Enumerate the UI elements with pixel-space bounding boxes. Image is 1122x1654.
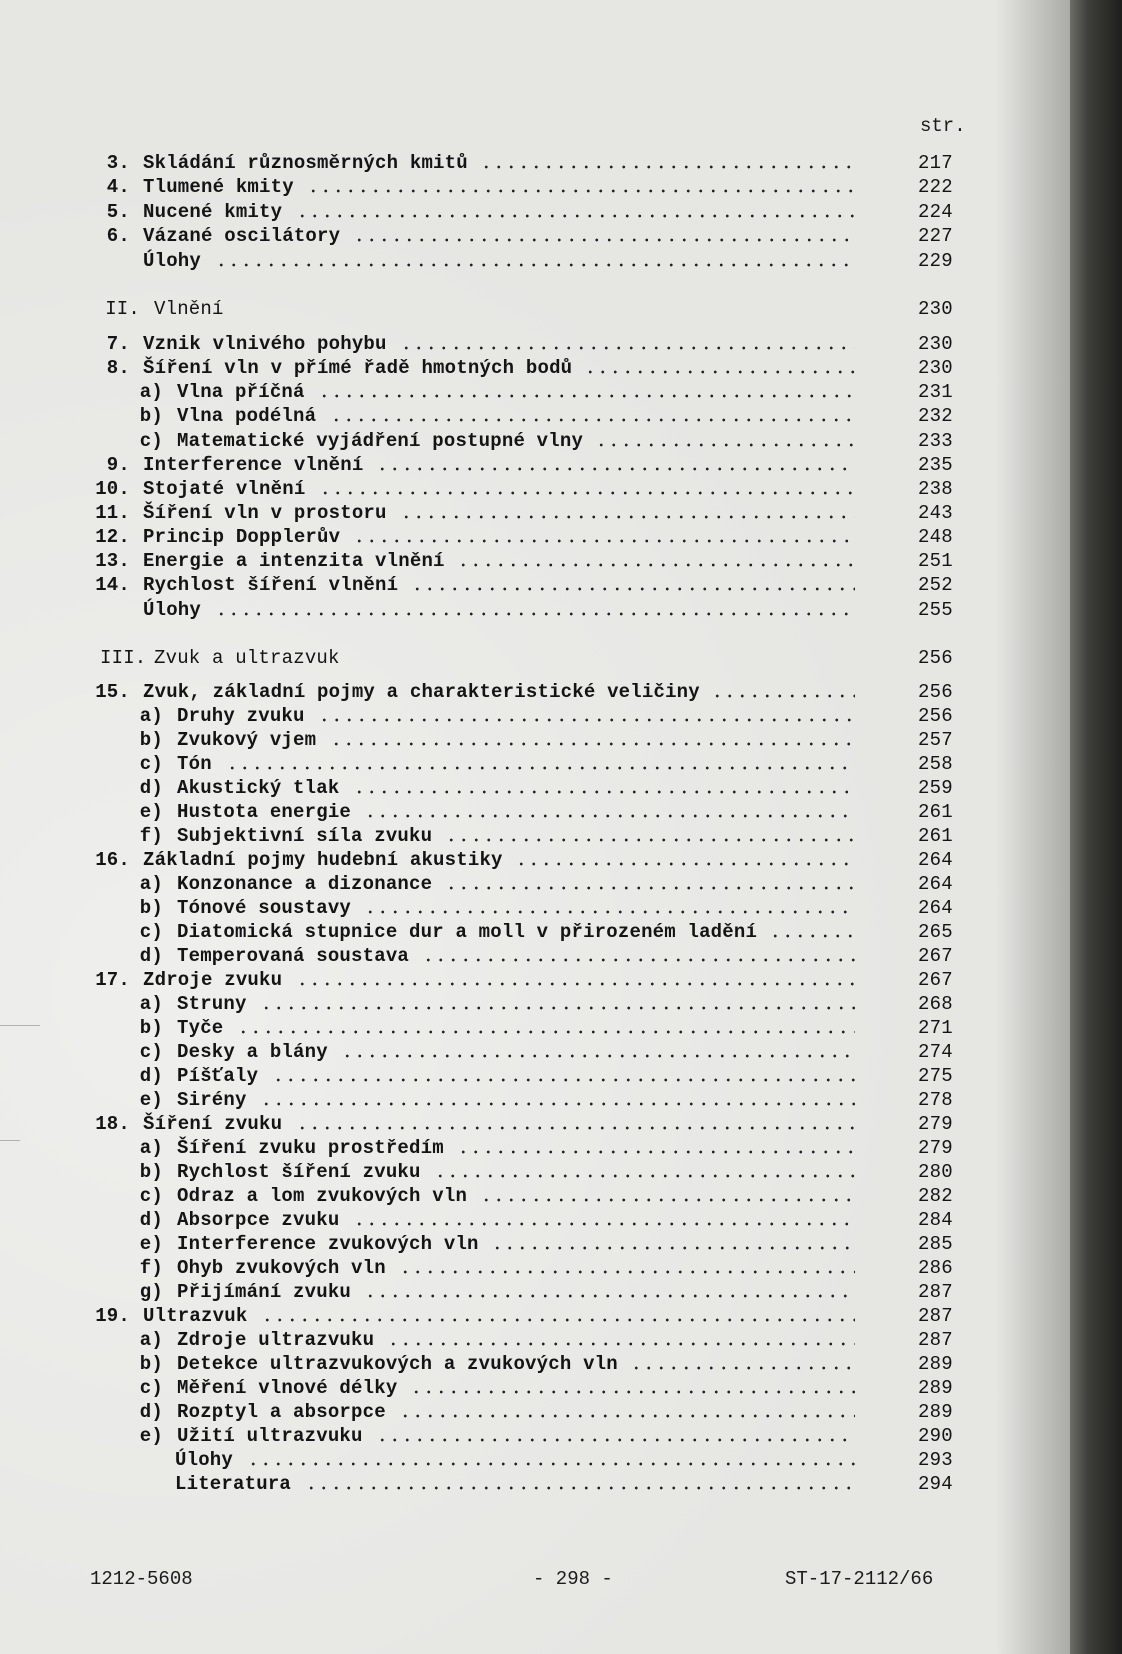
toc-entry-number: 15. [95,681,130,703]
toc-entry-title: Stojaté vlnění [143,478,306,500]
toc-entry [0,1041,1000,1066]
toc-leader-dots [399,1270,855,1274]
toc-leader-dots [353,1222,855,1226]
toc-entry-title: Odraz a lom zvukových vln [177,1185,468,1207]
toc-leader-dots [261,1318,855,1322]
toc-entry-title: Ohyb zvukových vln [177,1257,386,1279]
toc-entry [0,1017,1000,1042]
toc-entry-number: a) [139,1329,163,1351]
toc-entry [0,1425,1000,1450]
toc-leader-dots [491,1246,855,1250]
toc-entry-page: 255 [918,599,953,621]
toc-leader-dots [296,1126,855,1130]
toc-entry-title: Vázané oscilátory [143,225,341,247]
toc-leader-dots [584,370,855,374]
toc-entry-number: 8. [106,357,130,379]
toc-leader-dots [376,467,855,471]
toc-leader-dots [411,587,855,591]
toc-entry-title: Úlohy [143,599,202,621]
toc-entry-number: 7. [106,333,130,355]
toc-entry-number: 14. [95,574,130,596]
toc-entry-number: 10. [95,478,130,500]
toc-leader-dots [445,886,855,890]
toc-entry-title: Tlumené kmity [143,176,294,198]
toc-entry-number: 13. [95,550,130,572]
toc-leader-dots [480,165,855,169]
toc-leader-dots [226,766,855,770]
toc-entry-number: 18. [95,1113,130,1135]
toc-entry [0,1257,1000,1282]
toc-entry-page: 256 [918,647,953,669]
toc-entry-page: 267 [918,945,953,967]
toc-entry-page: 289 [918,1353,953,1375]
toc-entry [0,201,1000,226]
toc-entry-title: Úlohy [143,250,202,272]
toc-entry-title: Interference vlnění [143,454,364,476]
page-edge-shadow [1070,0,1122,1654]
toc-entry [0,705,1000,730]
toc-entry-title: Skládání různosměrných kmitů [143,152,468,174]
toc-entry-page: 264 [918,849,953,871]
toc-entry-page: 222 [918,176,953,198]
toc-entry-page: 261 [918,825,953,847]
toc-entry-number: a) [139,705,163,727]
toc-entry-title: Přijímání zvuku [177,1281,352,1303]
toc-entry-number: c) [139,1377,163,1399]
toc-leader-dots [387,1342,855,1346]
toc-entry-number: c) [139,430,163,452]
toc-entry [0,1449,1000,1474]
toc-entry [0,825,1000,850]
toc-entry-title: Struny [177,993,247,1015]
toc-entry [0,1113,1000,1138]
toc-entry-page: 287 [918,1281,953,1303]
toc-entry-number: f) [139,1257,163,1279]
toc-entry-page: 233 [918,430,953,452]
toc-leader-dots [260,1102,855,1106]
toc-leader-dots [595,443,855,447]
toc-entry-number: e) [139,801,163,823]
toc-entry-number: d) [139,1065,163,1087]
toc-entry-page: 290 [918,1425,953,1447]
toc-entry-page: 235 [918,454,953,476]
toc-entry-number: e) [139,1233,163,1255]
toc-leader-dots [353,539,855,543]
toc-leader-dots [630,1366,855,1370]
toc-entry [0,599,1000,624]
toc-leader-dots [480,1198,855,1202]
toc-entry [0,454,1000,479]
toc-entry-page: 271 [918,1017,953,1039]
footer-code-right: ST-17-2112/66 [785,1568,934,1590]
toc-entry-title: Šíření zvuku prostředím [177,1137,444,1159]
toc-leader-dots [296,214,855,218]
toc-entry-page: 285 [918,1233,953,1255]
toc-leader-dots [422,958,855,962]
toc-entry-number: 19. [95,1305,130,1327]
toc-entry [0,381,1000,406]
toc-leader-dots [769,934,856,938]
toc-entry-page: 279 [918,1137,953,1159]
toc-entry [0,333,1000,358]
toc-entry-title: Akustický tlak [177,777,340,799]
toc-entry-title: Druhy zvuku [177,705,305,727]
toc-entry [0,993,1000,1018]
toc-entry-title: Temperovaná soustava [177,945,410,967]
toc-entry-title: Základní pojmy hudební akustiky [143,849,503,871]
toc-entry-title: Zvuk a ultrazvuk [154,647,340,669]
toc-entry [0,1353,1000,1378]
toc-entry-number: III. [100,647,147,669]
toc-entry [0,1065,1000,1090]
toc-entry-title: Nucené kmity [143,201,283,223]
toc-entry-number: b) [139,897,163,919]
toc-entry [0,801,1000,826]
toc-entry-title: Vlnění [154,298,224,320]
toc-leader-dots [237,1030,855,1034]
toc-leader-dots [330,742,855,746]
toc-entry-page: 252 [918,574,953,596]
toc-entry-number: f) [139,825,163,847]
toc-entry-page: 251 [918,550,953,572]
toc-entry-page: 279 [918,1113,953,1135]
toc-entry-page: 267 [918,969,953,991]
toc-entry-number: d) [139,1209,163,1231]
toc-entry-title: Užití ultrazvuku [177,1425,363,1447]
toc-entry [0,753,1000,778]
toc-leader-dots [376,1438,855,1442]
toc-entry [0,1305,1000,1330]
toc-entry-number: 16. [95,849,130,871]
toc-entry-number: c) [139,921,163,943]
toc-leader-dots [353,238,855,242]
toc-entry [0,357,1000,382]
toc-entry-number: g) [139,1281,163,1303]
toc-entry-title: Desky a blány [177,1041,328,1063]
toc-entry-page: 289 [918,1401,953,1423]
toc-leader-dots [445,838,855,842]
toc-entry-title: Vlna podélná [177,405,317,427]
toc-entry-number: a) [139,873,163,895]
toc-leader-dots [330,418,855,422]
toc-entry-title: Vlna příčná [177,381,305,403]
toc-entry-number: c) [139,1185,163,1207]
toc-entry [0,1185,1000,1210]
toc-entry-title: Zdroje zvuku [143,969,283,991]
toc-entry [0,502,1000,527]
toc-leader-dots [515,862,855,866]
toc-entry [0,729,1000,754]
toc-leader-dots [247,1462,855,1466]
toc-leader-dots [215,263,855,267]
toc-leader-dots [457,1150,855,1154]
toc-entry-page: 238 [918,478,953,500]
toc-leader-dots [305,1486,856,1490]
toc-entry-number: a) [139,993,163,1015]
toc-entry [0,176,1000,201]
toc-entry-title: Matematické vyjádření postupné vlny [177,430,584,452]
toc-entry-title: Diatomická stupnice dur a moll v přirozeném ladění [177,921,758,943]
toc-entry-page: 229 [918,250,953,272]
toc-entry-page: 248 [918,526,953,548]
toc-entry-title: Šíření vln v přímé řadě hmotných bodů [143,357,573,379]
toc-entry-page: 217 [918,152,953,174]
toc-entry [0,1281,1000,1306]
toc-entry [0,225,1000,250]
toc-leader-dots [364,910,855,914]
toc-entry-page: 227 [918,225,953,247]
toc-entry [0,1161,1000,1186]
toc-leader-dots [296,982,855,986]
toc-entry-number: 12. [95,526,130,548]
toc-entry [0,430,1000,455]
toc-entry-number: 9. [106,454,130,476]
toc-entry [0,777,1000,802]
toc-entry [0,1329,1000,1354]
toc-entry [0,1233,1000,1258]
toc-entry-number: 3. [106,152,130,174]
toc-entry-page: 265 [918,921,953,943]
toc-entry-number: II. [105,298,140,320]
toc-entry-title: Energie a intenzita vlnění [143,550,445,572]
toc-entry-title: Princip Dopplerův [143,526,341,548]
toc-leader-dots [364,814,855,818]
toc-entry-title: Interference zvukových vln [177,1233,479,1255]
toc-entry [0,1377,1000,1402]
toc-leader-dots [400,346,855,350]
toc-entry [0,969,1000,994]
toc-entry-number: d) [139,777,163,799]
footer-page-number: - 298 - [533,1568,613,1590]
toc-entry-page: 232 [918,405,953,427]
toc-leader-dots [260,1006,855,1010]
toc-entry-page: 230 [918,298,953,320]
toc-leader-dots [434,1174,855,1178]
toc-entry-number: b) [139,405,163,427]
toc-entry-number: 6. [106,225,130,247]
toc-entry [0,921,1000,946]
toc-leader-dots [341,1054,855,1058]
toc-entry-title: Úlohy [175,1449,234,1471]
toc-entry [0,849,1000,874]
toc-leader-dots [319,491,855,495]
toc-entry-number: 17. [95,969,130,991]
toc-entry [0,478,1000,503]
toc-entry-title: Tónové soustavy [177,897,352,919]
toc-entry-page: 268 [918,993,953,1015]
toc-entry-page: 282 [918,1185,953,1207]
toc-entry-number: b) [139,1353,163,1375]
toc-leader-dots [399,1414,855,1418]
toc-entry [0,1401,1000,1426]
toc-entry-title: Tón [177,753,212,775]
toc-entry-page: 287 [918,1329,953,1351]
toc-entry [0,1089,1000,1114]
toc-entry [0,550,1000,575]
toc-entry-title: Tyče [177,1017,224,1039]
toc-entry-title: Literatura [175,1473,292,1495]
toc-entry-page: 289 [918,1377,953,1399]
toc-leader-dots [318,394,855,398]
toc-entry-page: 258 [918,753,953,775]
toc-leader-dots [353,790,855,794]
toc-entry [0,574,1000,599]
toc-entry [0,681,1000,706]
toc-leader-dots [272,1078,855,1082]
toc-leader-dots [410,1390,855,1394]
toc-entry-page: 287 [918,1305,953,1327]
toc-entry-page: 275 [918,1065,953,1087]
toc-entry-number: b) [139,1161,163,1183]
toc-entry-title: Zvukový vjem [177,729,317,751]
toc-entry-title: Vznik vlnivého pohybu [143,333,387,355]
toc-entry-title: Zdroje ultrazvuku [177,1329,375,1351]
toc-entry-title: Zvuk, základní pojmy a charakteristické veličiny [143,681,700,703]
toc-entry-title: Sirény [177,1089,247,1111]
toc-entry-page: 264 [918,897,953,919]
toc-leader-dots [457,563,855,567]
toc-entry-page: 256 [918,705,953,727]
footer-code-left: 1212-5608 [90,1568,193,1590]
toc-entry-title: Konzonance a dizonance [177,873,433,895]
toc-entry-page: 294 [918,1473,953,1495]
toc-entry-number: e) [139,1089,163,1111]
toc-entry-number: 4. [106,176,130,198]
toc-entry-title: Subjektivní síla zvuku [177,825,433,847]
toc-part-heading [0,298,1000,323]
toc-entry-title: Rychlost šíření zvuku [177,1161,421,1183]
toc-entry-page: 284 [918,1209,953,1231]
toc-leader-dots [318,718,855,722]
toc-entry-number: b) [139,729,163,751]
toc-entry-page: 231 [918,381,953,403]
toc-entry-number: a) [139,1137,163,1159]
toc-entry-page: 243 [918,502,953,524]
toc-entry [0,152,1000,177]
toc-entry-page: 286 [918,1257,953,1279]
page-column-header: str. [920,115,966,137]
toc-entry-page: 278 [918,1089,953,1111]
toc-entry [0,945,1000,970]
toc-part-heading [0,647,1000,672]
toc-leader-dots [215,612,855,616]
toc-entry-title: Měření vlnové délky [177,1377,398,1399]
toc-entry-page: 261 [918,801,953,823]
toc-entry [0,405,1000,430]
toc-entry-number: c) [139,753,163,775]
toc-entry-title: Šíření zvuku [143,1113,283,1135]
toc-entry-page: 257 [918,729,953,751]
toc-entry-number: d) [139,945,163,967]
toc-entry-title: Hustota energie [177,801,352,823]
toc-entry-number: 5. [106,201,130,223]
toc-entry-page: 230 [918,357,953,379]
toc-entry-number: d) [139,1401,163,1423]
toc-entry-title: Rozptyl a absorpce [177,1401,386,1423]
toc-entry-page: 293 [918,1449,953,1471]
toc-leader-dots [307,189,855,193]
toc-entry-page: 256 [918,681,953,703]
toc-entry-number: a) [139,381,163,403]
toc-entry-title: Detekce ultrazvukových a zvukových vln [177,1353,618,1375]
toc-entry-page: 259 [918,777,953,799]
toc-entry-page: 230 [918,333,953,355]
toc-entry-page: 280 [918,1161,953,1183]
toc-entry [0,1473,1000,1498]
toc-entry [0,250,1000,275]
toc-entry-number: e) [139,1425,163,1447]
toc-entry-number: 11. [95,502,130,524]
toc-entry [0,1137,1000,1162]
toc-leader-dots [364,1294,855,1298]
toc-entry-number: c) [139,1041,163,1063]
toc-entry [0,873,1000,898]
toc-entry-page: 224 [918,201,953,223]
toc-leader-dots [400,515,855,519]
toc-entry-title: Rychlost šíření vlnění [143,574,399,596]
toc-leader-dots [711,694,855,698]
toc-entry-page: 274 [918,1041,953,1063]
toc-entry-title: Absorpce zvuku [177,1209,340,1231]
toc-entry-page: 264 [918,873,953,895]
toc-entry-title: Píšťaly [177,1065,259,1087]
toc-entry-title: Ultrazvuk [143,1305,248,1327]
toc-entry [0,1209,1000,1234]
toc-entry [0,897,1000,922]
toc-entry [0,526,1000,551]
toc-entry-number: b) [139,1017,163,1039]
toc-entry-title: Šíření vln v prostoru [143,502,387,524]
